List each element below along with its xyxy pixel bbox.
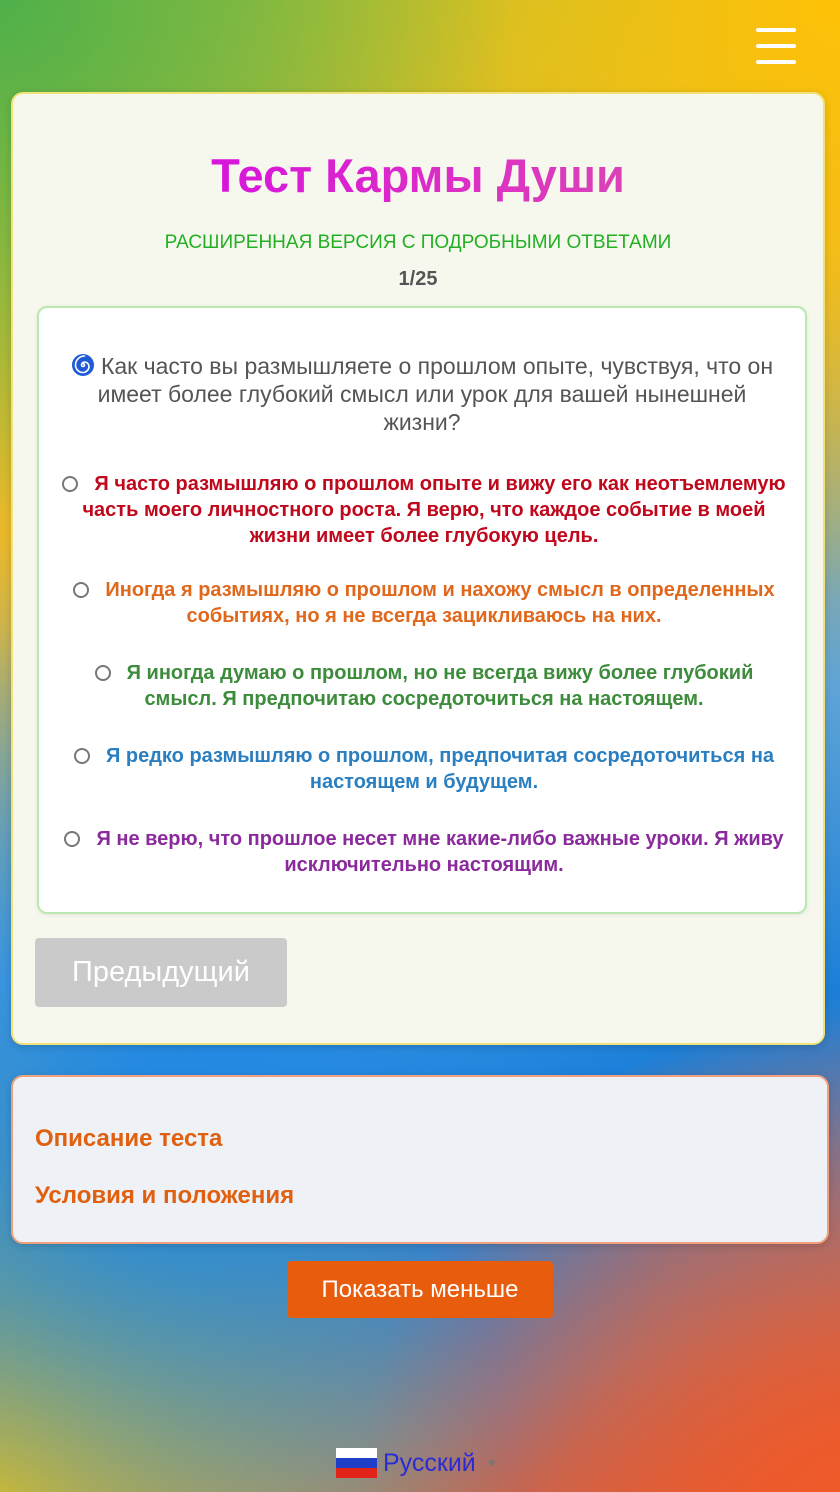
question-counter: 1/25 [398, 268, 438, 290]
answer-option-label: Я иногда думаю о прошлом, но не всегда вижу более глубокий смысл. Я предпочитаю сосредоточиться на настоящем. [126, 662, 754, 710]
radio-button[interactable] [95, 665, 111, 681]
radio-button[interactable] [74, 748, 90, 764]
answer-option-4[interactable] [59, 743, 789, 795]
answer-option-3[interactable] [59, 660, 789, 712]
question-text-container [63, 352, 781, 436]
question-text: Как часто вы размышляете о прошлом опыте, чувствуя, что он имеет более глубокий смысл или урок для вашей нынешней жизни? [97, 353, 774, 435]
question-box [37, 306, 807, 914]
previous-button[interactable]: Предыдущий [35, 938, 287, 1007]
quiz-card [11, 92, 825, 1045]
quiz-title: Тест Кармы Души [13, 146, 823, 206]
spiral-icon [71, 353, 95, 377]
quiz-subtitle: РАСШИРЕННАЯ ВЕРСИЯ С ПОДРОБНЫМИ ОТВЕТАМИ [164, 232, 672, 253]
terms-link[interactable]: Условия и положения [35, 1182, 295, 1209]
radio-button[interactable] [62, 476, 78, 492]
answer-option-label: Я часто размышляю о прошлом опыте и вижу его как неотъемлемую часть моего личностного роста. Я верю, что каждое событие в моей жизни имеет более глубокую цель. [82, 473, 786, 547]
radio-button[interactable] [64, 831, 80, 847]
radio-button[interactable] [73, 582, 89, 598]
answer-option-5[interactable] [59, 826, 789, 878]
show-less-button[interactable]: Показать меньше [287, 1261, 553, 1318]
test-description-link[interactable]: Описание теста [35, 1125, 223, 1152]
answer-option-label: Я редко размышляю о прошлом, предпочитая сосредоточиться на настоящем и будущем. [105, 745, 775, 793]
hamburger-menu-icon[interactable] [756, 28, 796, 66]
chevron-down-icon: ▼ [485, 1456, 498, 1470]
answer-option-2[interactable] [59, 577, 789, 629]
russia-flag-icon [336, 1448, 377, 1478]
language-selector[interactable] [336, 1447, 498, 1479]
answer-option-label: Иногда я размышляю о прошлом и нахожу смысл в определенных событиях, но я не всегда зацикливаюсь на них. [105, 579, 775, 627]
info-links-panel [11, 1075, 829, 1244]
answer-option-1[interactable] [59, 471, 789, 549]
language-label: Русский [383, 1448, 476, 1477]
answer-option-label: Я не верю, что прошлое несет мне какие-либо важные уроки. Я живу исключительно настоящим. [96, 828, 784, 876]
